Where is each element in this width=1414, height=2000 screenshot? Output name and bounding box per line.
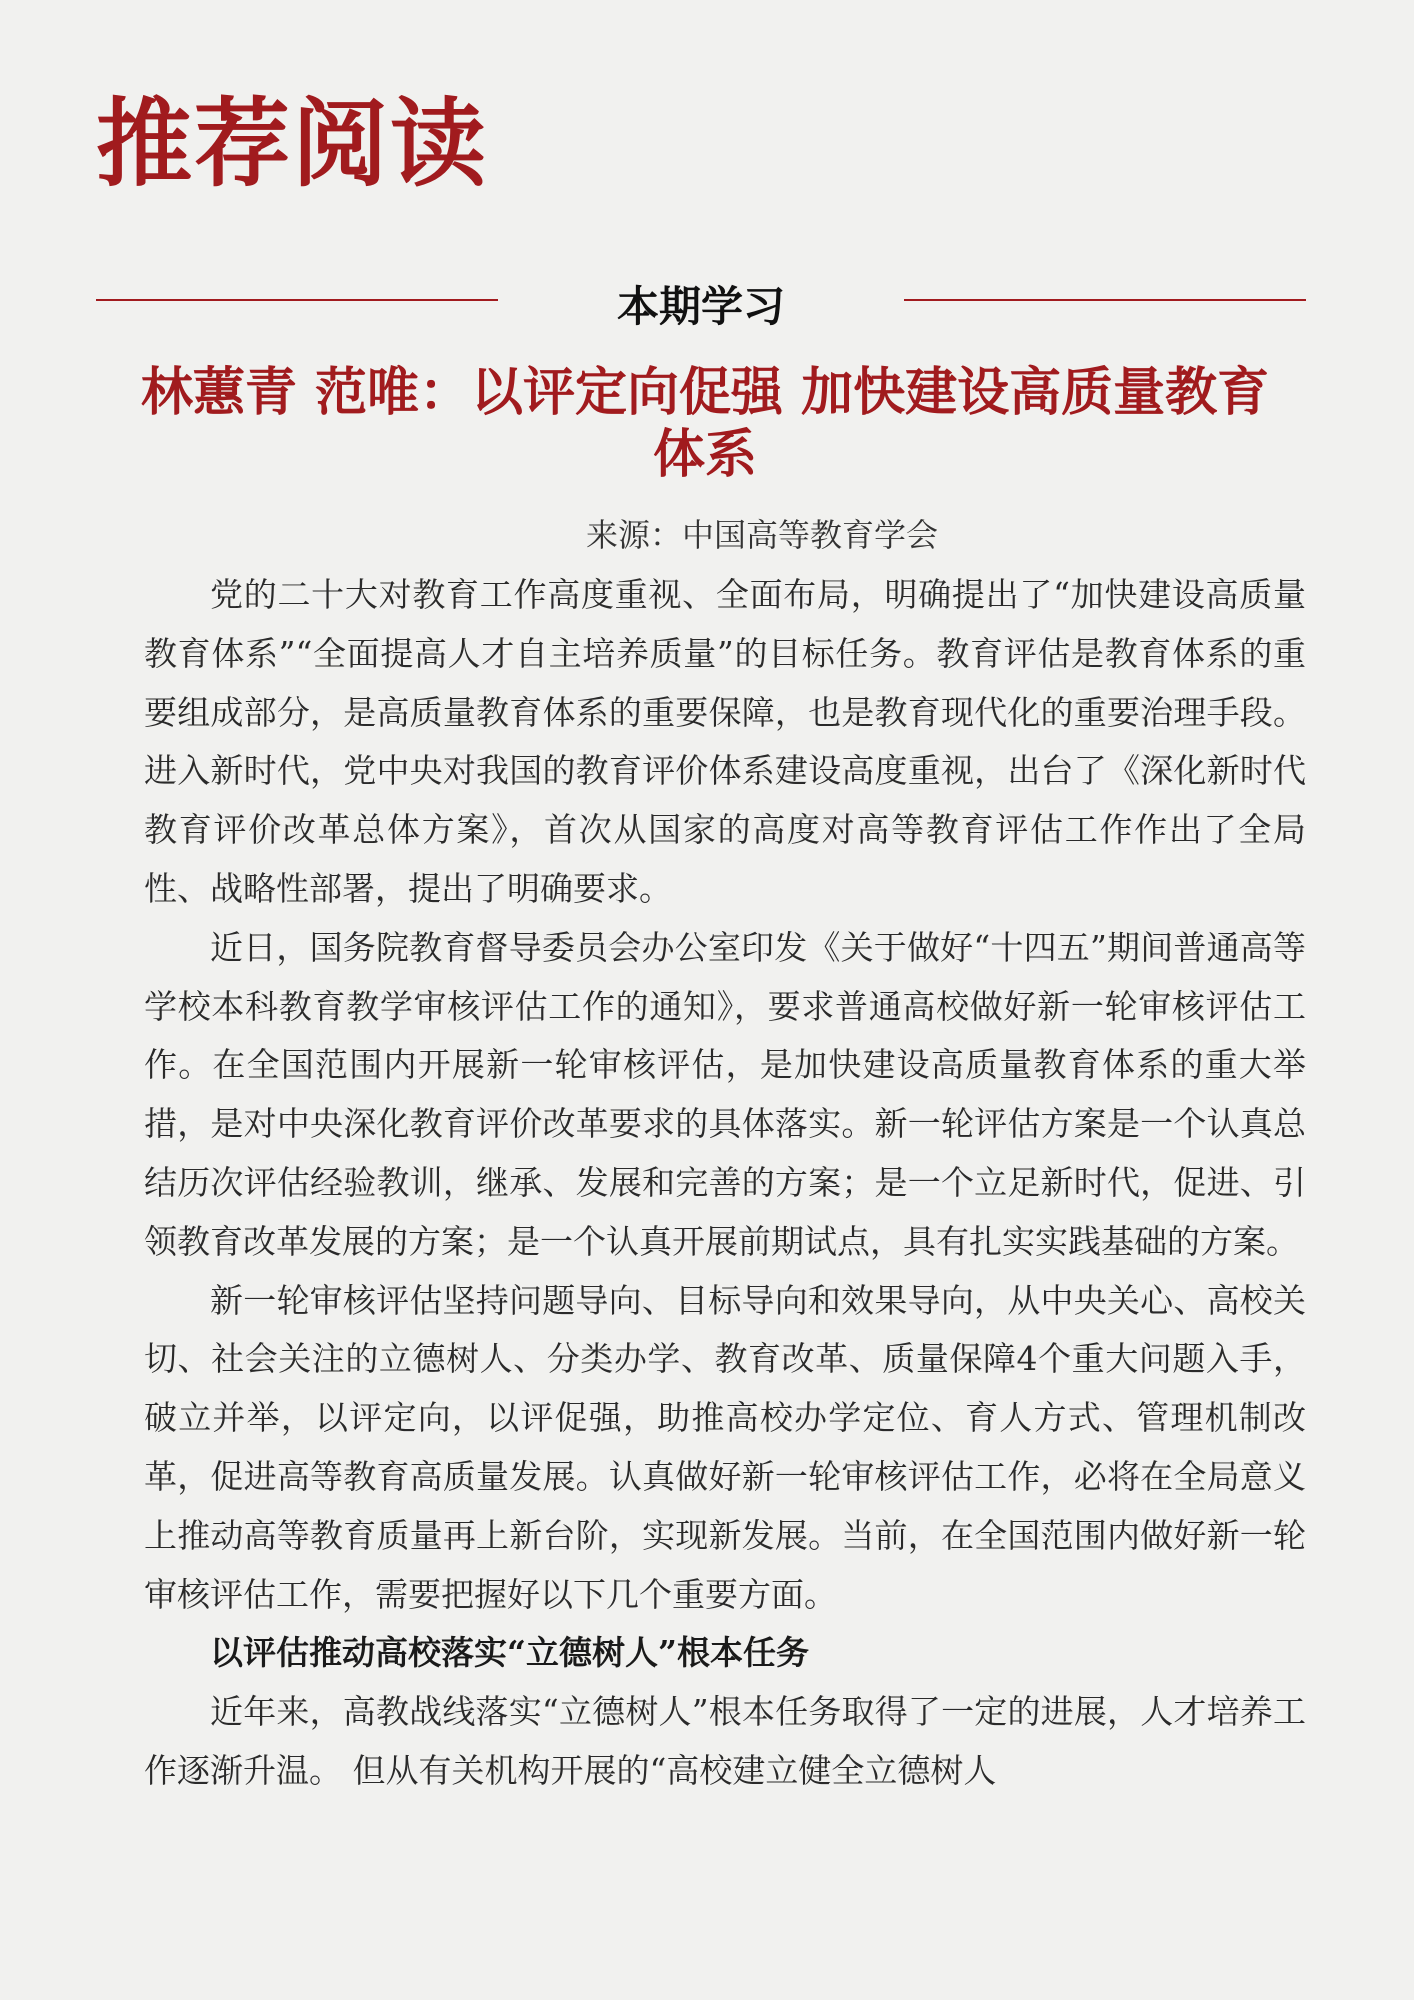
section-divider-right <box>904 299 1306 301</box>
section-label: 本期学习 <box>616 282 785 331</box>
section-header <box>96 270 1306 334</box>
article-source: 来源：中国高等教育学会 <box>585 516 938 554</box>
paragraph: 近年来，高教战线落实“立德树人”根本任务取得了一定的进展，人才培养工作逐渐升温。 但从有关机构开展的“高校建立健全立德树人 <box>144 1692 1306 1790</box>
paragraph: 党的二十大对教育工作高度重视、全面布局，明确提出了“加快建设高质量教育体系”“全面提高人才自主培养质量”的目标任务。教育评估是教育体系的重要组成部分，是高质量教育体系的重要保障，也是教育现代化的重要治理手段。进入新时代，党中央对我国的教育评价体系建设高度重视，出台了《深化新时代教育评价改革总体方案》，首次从国家的高度对高等教育评估工作作出了全局性、战略性部署，提出了明确要求。 <box>144 575 1306 908</box>
page-heading: 推荐阅读 <box>96 87 488 200</box>
article-title: 林蕙青 范唯：以评定向促强 加快建设高质量教育体系 <box>140 362 1270 485</box>
paragraph: 近日，国务院教育督导委员会办公室印发《关于做好“十四五”期间普通高等学校本科教育教学审核评估工作的通知》，要求普通高校做好新一轮审核评估工作。在全国范围内开展新一轮审核评估，是加快建设高质量教育体系的重大举措，是对中央深化教育评价改革要求的具体落实。新一轮评估方案是一个认真总结历次评估经验教训，继承、发展和完善的方案；是一个立足新时代，促进、引领教育改革发展的方案；是一个认真开展前期试点，具有扎实实践基础的方案。 <box>144 927 1306 1261</box>
article-subheading: 以评估推动高校落实“立德树人”根本任务 <box>210 1633 809 1673</box>
article-body <box>144 566 1306 1801</box>
paragraph: 新一轮审核评估坚持问题导向、目标导向和效果导向，从中央关心、高校关切、社会关注的立德树人、分类办学、教育改革、质量保障4个重大问题入手，破立并举，以评定向，以评促强，助推高校办学定位、育人方式、管理机制改革，促进高等教育高质量发展。认真做好新一轮审核评估工作，必将在全局意义上推动高等教育质量再上新台阶，实现新发展。当前，在全国范围内做好新一轮审核评估工作，需要把握好以下几个重要方面。 <box>144 1280 1306 1614</box>
